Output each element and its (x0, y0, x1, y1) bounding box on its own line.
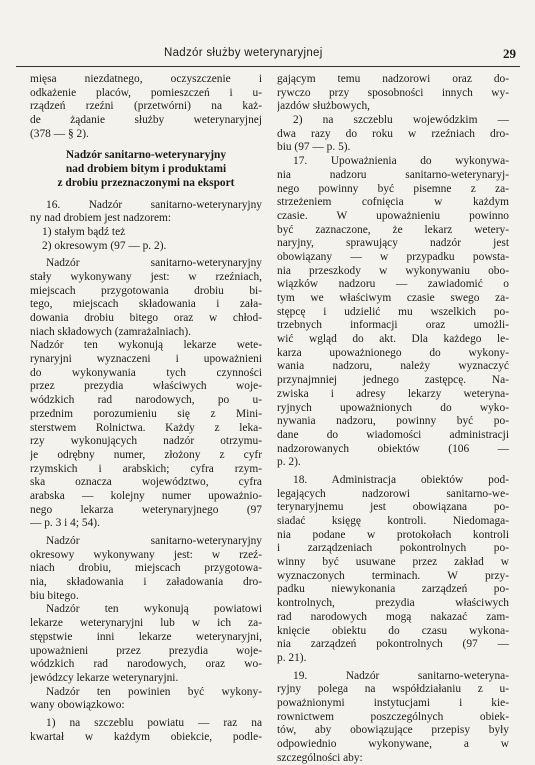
text-line: p. 21). (277, 651, 307, 664)
right-text-column (277, 73, 509, 765)
text-line: tów, aby obowiązujące przepisy były (277, 724, 509, 737)
text-line: 19. Nadzór sanitarno-weteryna- (293, 669, 509, 682)
text-line: dwa razy do roku w rzeźniach dro- (277, 127, 509, 140)
text-line: rządzeń rzeźni (przetwórni) na każ- (30, 100, 262, 113)
text-line: gającym temu nadzorowi oraz do- (277, 73, 509, 85)
text-line: strzeżeniem cofnięcia w każdym (277, 196, 509, 209)
text-line: rywczo przy sposobności innych wy- (277, 86, 509, 99)
text-line: Nadzór sanitarno-weterynaryjny (46, 535, 262, 547)
text-line: przez prezydia właściwych woje- (30, 380, 262, 393)
text-line: nia, składowania i załadowania dro- (30, 576, 262, 589)
text-line: rynaryjni wyznaczeni i upoważnieni (30, 353, 262, 366)
text-line: lekarze weterynaryjni lub w ich za- (30, 617, 262, 630)
text-line: nywania nadzoru, powinny być po- (277, 415, 509, 428)
text-line: ny nad drobiem jest nadzorem: (30, 212, 172, 225)
paragraph-gap (30, 191, 262, 199)
text-line: sterstwem Rolnictwa. Każdy z leka- (30, 421, 262, 434)
text-line: i zarządzeniach pokontrolnych po- (277, 542, 509, 555)
text-line: odpowiednio wykonywane, a w (277, 738, 509, 750)
text-line: niach składowych (zamrażalniach). (30, 325, 191, 338)
text-line: jewódzcy lekarze weterynaryjni. (30, 671, 179, 684)
text-line: nadzorowanych obiektów (106 — (277, 442, 509, 455)
text-line: kontrolnych, prezydia właściwych (277, 597, 509, 610)
text-line: arabska — kolejny numer upoważnio- (30, 489, 262, 502)
text-line: wania nadzoru, należy wyznaczyć (277, 360, 509, 373)
text-line: Nadzór ten wykonują powiatowi (46, 603, 262, 616)
text-line: dowania drobiu bitego oraz w chłod- (30, 312, 262, 324)
text-line: wyznaczonych terminach. W przy- (277, 569, 509, 582)
paragraph-gap (30, 141, 262, 149)
text-line: nego powinny być pisemne z za- (277, 182, 509, 195)
text-line: dane do wiadomości administracji (277, 428, 509, 441)
text-line: okresowy wykonywany jest: w rzeź- (30, 548, 262, 561)
text-line: knięcie obiektu do czasu wykona- (277, 624, 509, 637)
text-line: biu bitego. (30, 589, 79, 602)
text-line: Nadzór sanitarno-weterynaryjny (65, 149, 227, 162)
text-line: wódzkich rad narodowych, po u- (30, 394, 262, 407)
text-line: wić wgląd do akt. Dla każdego le- (277, 333, 509, 346)
text-line: winny być usuwane przez zakład w (277, 556, 509, 569)
text-line: być zaznaczone, że lekarz wetery- (277, 223, 509, 236)
text-line: siadać księgę kontroli. Niedomaga- (277, 515, 509, 527)
text-line: biu (97 — p. 5). (277, 141, 351, 154)
text-line: Nadzór ten powinien być wykony- (46, 685, 262, 698)
text-line: 18. Administracja obiektów pod- (293, 473, 509, 486)
text-line: padku niewykonania zarządzeń po- (277, 583, 509, 596)
text-line: szczególności aby: (277, 751, 363, 764)
text-line: jazdów służbowych, (277, 100, 370, 113)
text-line: upoważnieni przez prezydia woje- (30, 644, 262, 657)
text-line: ryjny polega na współdziałaniu z u- (277, 683, 509, 696)
text-line: odkażenie placów, pomieszczeń i u- (30, 86, 262, 99)
text-line: Nadzór ten wykonują lekarze wete- (30, 339, 262, 352)
text-line: mięsa niezdatnego, oczyszczenie i (30, 73, 262, 85)
text-line: nia przeszkody w wykonywaniu obo- (277, 264, 509, 277)
text-line: przednim porozumieniu się z Mini- (30, 407, 262, 420)
text-line: poważnionymi instytucjami i kie- (277, 696, 509, 709)
text-line: wiązków nadzoru — zawiadomić o (277, 278, 509, 291)
page-number: 29 (503, 46, 516, 61)
running-header (16, 46, 520, 67)
text-line: nia podane w protokołach kontroli (277, 528, 509, 541)
text-line: trzebnych informacji oraz umożli- (277, 319, 509, 332)
text-line: (378 — § 2). (30, 127, 89, 140)
text-line: 16. Nadzór sanitarno-weterynaryjny (46, 198, 262, 211)
text-line: terynaryjnemu jest obowiązana po- (277, 501, 509, 514)
text-line: stępcę i udzielić mu wszelkich po- (277, 305, 509, 318)
text-line: przynajmniej jednego zastępcę. Na- (277, 374, 509, 387)
text-line: 2) na szczeblu wojewódzkim — (293, 114, 509, 127)
text-line: do wykonywania tych czynności (30, 366, 262, 379)
text-line: rad narodowych mogą nakazać zam- (277, 610, 509, 623)
text-line: obowiązany — w przypadku powsta- (277, 250, 509, 263)
text-line: karza upoważnionego do wykony- (277, 346, 509, 359)
text-line: tym we właściwym czasie swego za- (277, 292, 509, 304)
running-title: Nadzór służby weterynaryjnej (164, 47, 323, 59)
text-line: 1) stałym bądź też (42, 225, 126, 238)
text-line: p. 2). (277, 456, 301, 469)
text-line: legających nadzorowi sanitarno-we- (277, 487, 509, 500)
text-line: Nadzór sanitarno-weterynaryjny (46, 257, 262, 270)
text-line: nia zarządzeń pokontrolnych (97 — (277, 638, 509, 651)
text-line: stały wykonywany jest: w rzeźniach, (30, 270, 262, 283)
text-line: niach drobiu, miejscach przygotowa- (30, 562, 262, 575)
text-line: 17. Upoważnienia do wykonywa- (293, 155, 509, 168)
text-line: de żądanie służby weterynaryjnej (30, 114, 262, 127)
text-line: z drobiu przeznaczonymi na eksport (57, 176, 235, 189)
text-line: stępstwie inni lekarze weterynaryjni, (30, 630, 262, 643)
text-line: wany obowiązkowo: (30, 699, 125, 712)
text-line: rzy wykonujących nadzór otrzymu- (30, 435, 262, 448)
text-line: rzymskich i arabskich; cyfra rzym- (30, 462, 262, 475)
text-line: ska oznacza województwo, cyfra (30, 476, 262, 489)
text-line: nia nadzoru sanitarno-weterynaryj- (277, 168, 509, 181)
text-line: kwartał w każdym obiekcie, podle- (30, 730, 262, 743)
text-line: wódzkich rad narodowych, oraz wo- (30, 658, 262, 671)
text-line: je odrębny numer, złożony z cyfr (30, 448, 262, 461)
text-line: zwiska i adresy lekarzy weteryna- (277, 387, 509, 400)
left-text-column (30, 73, 262, 744)
text-line: nego lekarza weterynaryjnego (97 (30, 503, 262, 516)
text-line: czasie. W upoważnieniu powinno (277, 209, 509, 222)
text-line: nad drobiem bitym i produktami (65, 163, 227, 176)
text-line: ryjnych upoważnionych do wyko- (277, 401, 509, 414)
text-line: rownictwem poszczególnych obiek- (277, 710, 509, 723)
text-line: — p. 3 i 4; 54). (30, 517, 100, 530)
text-line: 2) okresowym (97 — p. 2). (42, 239, 167, 252)
text-line: naryjny, sprawujący nadzór jest (277, 237, 509, 250)
text-line: miejscach przygotowania drobiu bi- (30, 284, 262, 297)
text-line: 1) na szczeblu powiatu — raz na (46, 716, 262, 729)
text-line: tego, miejscach składowania i zała- (30, 298, 262, 311)
